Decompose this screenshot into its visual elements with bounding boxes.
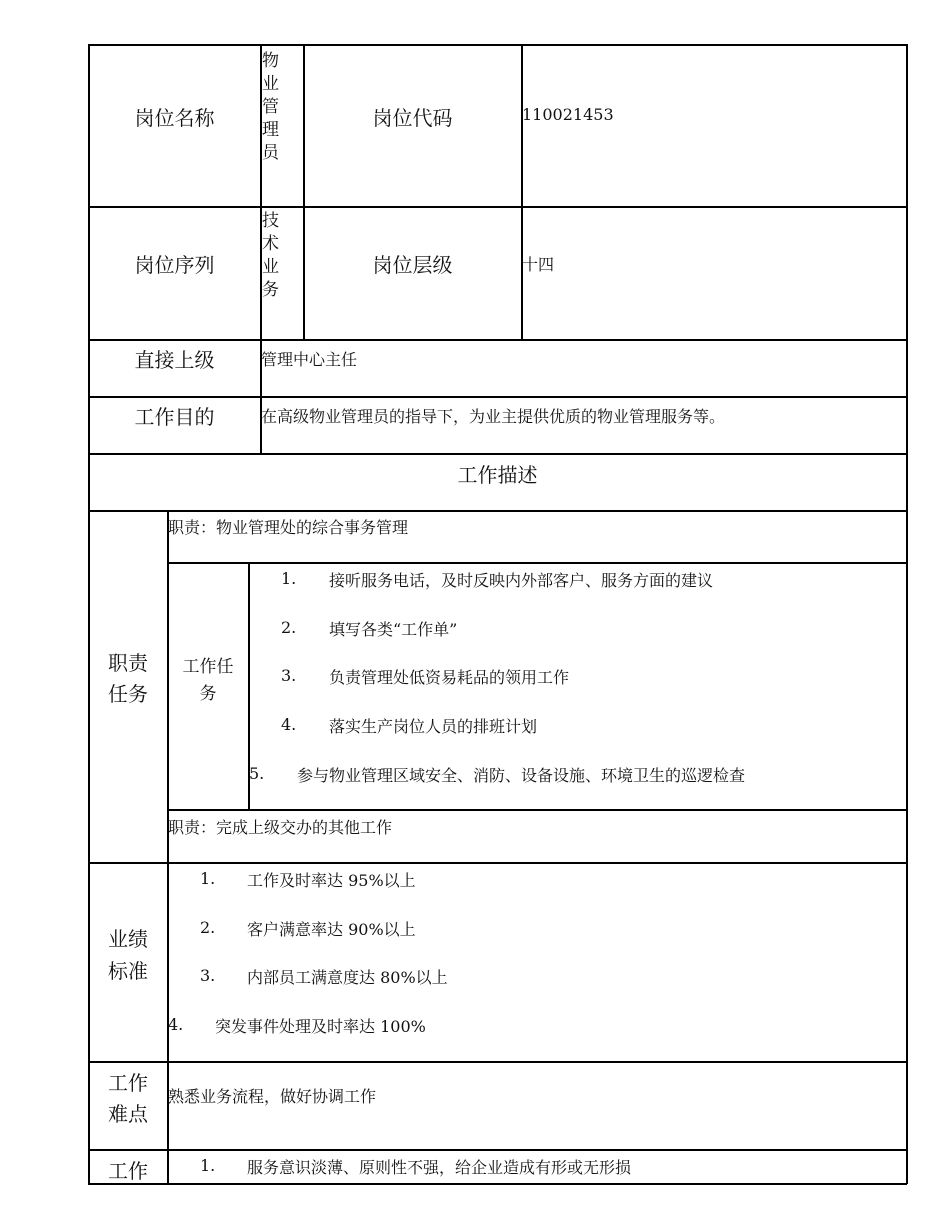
duty1-text: 职责：物业管理处的综合事务管理 <box>168 518 409 537</box>
task-num: 5. <box>249 764 265 783</box>
rule-top <box>88 44 907 46</box>
risk-text: 服务意识淡薄、原则性不强，给企业造成有形或无形损 <box>247 1158 632 1177</box>
task-text: 负责管理处低资易耗品的领用工作 <box>329 668 570 687</box>
task-text: 接听服务电话，及时反映内外部客户、服务方面的建议 <box>329 571 714 590</box>
performance-num: 4. <box>168 1015 184 1034</box>
rule-row6 <box>88 862 907 864</box>
performance-label-line1: 业绩 <box>108 927 148 951</box>
rule-label-col <box>167 510 169 1184</box>
post-level-label: 岗位层级 <box>372 253 453 277</box>
rule-col2 <box>303 44 305 339</box>
rule-duty1 <box>167 562 907 564</box>
post-level-value: 十四 <box>522 255 555 274</box>
rule-row7 <box>88 1061 907 1063</box>
post-code-value: 110021453 <box>522 105 614 124</box>
difficulty-label-line2: 难点 <box>108 1102 148 1126</box>
rule-row1 <box>88 206 907 208</box>
rule-row2 <box>88 339 907 341</box>
task-text: 落实生产岗位人员的排班计划 <box>329 717 538 736</box>
rule-left <box>88 44 90 1184</box>
task-num: 2. <box>281 618 297 637</box>
superior-label: 直接上级 <box>134 348 215 372</box>
performance-label-line2: 标准 <box>108 959 148 983</box>
task-num: 1. <box>281 569 297 588</box>
performance-text: 客户满意率达 90%以上 <box>247 920 416 939</box>
post-name-label: 岗位名称 <box>134 106 215 130</box>
rule-col3 <box>521 44 523 339</box>
rule-row4 <box>88 453 907 455</box>
post-code-label: 岗位代码 <box>372 106 453 130</box>
performance-text: 内部员工满意度达 80%以上 <box>247 968 448 987</box>
duty2-text: 职责：完成上级交办的其他工作 <box>168 818 393 837</box>
post-series-label: 岗位序列 <box>134 253 215 277</box>
difficulty-text: 熟悉业务流程，做好协调工作 <box>168 1087 377 1106</box>
tasks-label-line2: 务 <box>199 684 217 704</box>
superior-value: 管理中心主任 <box>261 350 358 369</box>
rule-row3 <box>88 396 907 398</box>
post-name-value: 物业管理员 <box>262 51 279 163</box>
task-num: 4. <box>281 715 297 734</box>
performance-num: 1. <box>200 869 216 888</box>
performance-num: 3. <box>200 966 216 985</box>
duties-label-line1: 职责 <box>108 651 148 675</box>
purpose-label: 工作目的 <box>134 405 215 429</box>
difficulty-label-line1: 工作 <box>108 1071 148 1095</box>
duties-label-line2: 任务 <box>108 682 148 706</box>
task-text: 填写各类“工作单” <box>329 620 458 639</box>
description-title: 工作描述 <box>457 463 538 487</box>
performance-text: 突发事件处理及时率达 100% <box>215 1017 426 1036</box>
rule-bottom <box>88 1183 907 1185</box>
task-num: 3. <box>281 666 297 685</box>
rule-row5 <box>88 510 907 512</box>
risk-label-line1: 工作 <box>108 1159 148 1183</box>
rule-tasks <box>167 809 907 811</box>
risk-num: 1. <box>200 1156 216 1175</box>
performance-text: 工作及时率达 95%以上 <box>247 871 416 890</box>
task-text: 参与物业管理区域安全、消防、设备设施、环境卫生的巡逻检查 <box>297 766 746 785</box>
performance-num: 2. <box>200 918 216 937</box>
rule-row8 <box>88 1149 907 1151</box>
tasks-label-line1: 工作任 <box>182 657 234 677</box>
purpose-value: 在高级物业管理员的指导下，为业主提供优质的物业管理服务等。 <box>261 407 726 426</box>
post-series-value: 技术业务 <box>262 211 279 300</box>
rule-right <box>906 44 908 1184</box>
